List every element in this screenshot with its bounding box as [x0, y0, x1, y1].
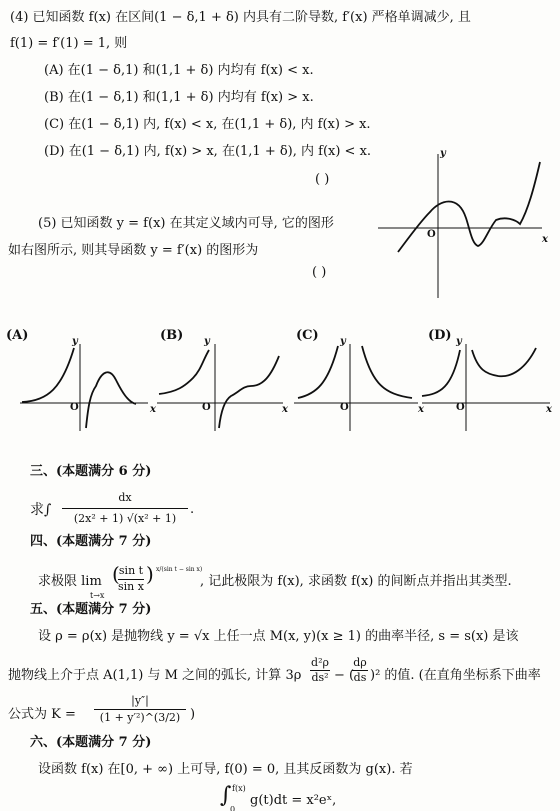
section-4-heading: 四、(本题满分 7 分)	[30, 534, 152, 549]
option-a-graph	[18, 328, 158, 433]
s4-limit-prefix: 求极限 lim	[38, 574, 102, 589]
f-curve	[398, 162, 540, 252]
option-c-graph	[292, 328, 422, 433]
s3-integral-sign: 求∫	[30, 502, 52, 518]
option-c-origin: O	[340, 402, 349, 413]
s5-d2-den: ds²	[311, 671, 329, 684]
s5-line-3b: )	[190, 707, 196, 722]
s4-statement: , 记此极限为 f(x), 求函数 f(x) 的间断点并指出其类型.	[200, 574, 512, 589]
option-d-origin: O	[456, 402, 465, 413]
s6-upper-limit: f(x)	[232, 784, 246, 793]
option-b-x-label: x	[282, 404, 288, 415]
s3-fraction-bar	[62, 508, 188, 509]
s4-paren-left: (	[112, 562, 120, 586]
s5-line-3a: 公式为 K =	[8, 707, 76, 722]
option-b-label: (B)	[160, 328, 184, 343]
option-c-y-label: y	[340, 336, 346, 347]
main-x-label: x	[542, 234, 548, 245]
curve-left	[422, 350, 460, 396]
s6-lower-limit: 0	[230, 805, 236, 811]
q4-option-b: (B) 在(1 − δ,1) 和(1,1 + δ) 内均有 f(x) > x.	[44, 90, 314, 105]
curve-right	[86, 372, 136, 428]
q4-stem-line2: f(1) = f′(1) = 1, 则	[10, 36, 128, 51]
s5-line-2b: − (	[334, 668, 355, 683]
s4-base-num: sin t	[118, 564, 144, 577]
option-a-x-label: x	[150, 404, 156, 415]
s4-base-den: sin x	[118, 580, 144, 593]
q5-stem-line1: (5) 已知函数 y = f(x) 在其定义域内可导, 它的图形	[38, 216, 334, 231]
s5-k-num: |y″|	[131, 694, 149, 707]
section-6-heading: 六、(本题满分 7 分)	[30, 735, 152, 750]
curve-right	[219, 356, 279, 428]
s5-line-2c: )² 的值. (在直角坐标系下曲率	[370, 668, 541, 683]
s5-line-1: 设 ρ = ρ(x) 是抛物线 y = √x 上任一点 M(x, y)(x ≥ 1) 的曲率半径, s = s(x) 是该	[38, 629, 519, 644]
curve-left	[22, 348, 74, 402]
section-5-heading: 五、(本题满分 7 分)	[30, 602, 152, 617]
option-b-graph	[155, 328, 290, 433]
main-origin-label: O	[427, 229, 436, 240]
q5-stem-line2: 如右图所示, 则其导函数 y = f′(x) 的图形为	[8, 243, 259, 258]
s4-exponent: x/(sin t − sin x)	[156, 566, 203, 573]
option-c-label: (C)	[296, 328, 319, 343]
curve-right	[362, 346, 412, 398]
s5-d1-den: ds	[353, 671, 367, 684]
s6-line-2: g(t)dt = x²eˣ,	[250, 793, 337, 808]
q4-answer-blank: ( )	[315, 172, 330, 187]
option-d-graph	[420, 328, 555, 433]
option-a-y-label: y	[72, 336, 78, 347]
s5-line-2a: 抛物线上介于点 A(1,1) 与 M 之间的弧长, 计算 3ρ	[8, 668, 302, 683]
option-a-origin: O	[70, 402, 79, 413]
s4-limit-sub: t→x	[90, 591, 105, 600]
q4-option-d: (D) 在(1 − δ,1) 内, f(x) > x, 在(1,1 + δ), 内 f(x) < x.	[44, 144, 372, 159]
option-c-x-label: x	[418, 404, 424, 415]
q5-answer-blank: ( )	[312, 265, 327, 280]
curve-left	[159, 350, 209, 394]
s5-d2-num: d²ρ	[311, 656, 329, 669]
q4-stem-line1: (4) 已知函数 f(x) 在区间(1 − δ,1 + δ) 内具有二阶导数, f′(x) 严格单调减少, 且	[10, 10, 471, 25]
s3-numerator: dx	[118, 491, 132, 504]
s4-paren-right: )	[146, 562, 154, 586]
s5-d1-num: dρ	[353, 656, 367, 669]
option-d-x-label: x	[546, 404, 552, 415]
option-a-label: (A)	[6, 328, 29, 343]
q4-option-a: (A) 在(1 − δ,1) 和(1,1 + δ) 内均有 f(x) < x.	[44, 63, 314, 78]
s5-k-den: (1 + y′²)^(3/2)	[99, 711, 181, 724]
option-d-y-label: y	[456, 336, 462, 347]
option-b-origin: O	[202, 402, 211, 413]
s5-k-bar	[94, 709, 186, 710]
option-d-label: (D)	[428, 328, 452, 343]
q5-main-graph	[370, 140, 555, 300]
option-b-y-label: y	[204, 336, 210, 347]
s3-denominator: (2x² + 1) √(x² + 1)	[73, 512, 177, 525]
curve-right	[472, 348, 536, 376]
s6-line-1: 设函数 f(x) 在[0, + ∞) 上可导, f(0) = 0, 且其反函数为 g(x). 若	[38, 762, 413, 777]
section-3-heading: 三、(本题满分 6 分)	[30, 464, 152, 479]
s3-period: .	[190, 502, 195, 517]
s6-integral-sign: ∫	[220, 783, 232, 808]
main-y-label: y	[440, 148, 446, 159]
curve-left	[298, 346, 338, 398]
q4-option-c: (C) 在(1 − δ,1) 内, f(x) < x, 在(1,1 + δ), 内 f(x) > x.	[44, 117, 371, 132]
